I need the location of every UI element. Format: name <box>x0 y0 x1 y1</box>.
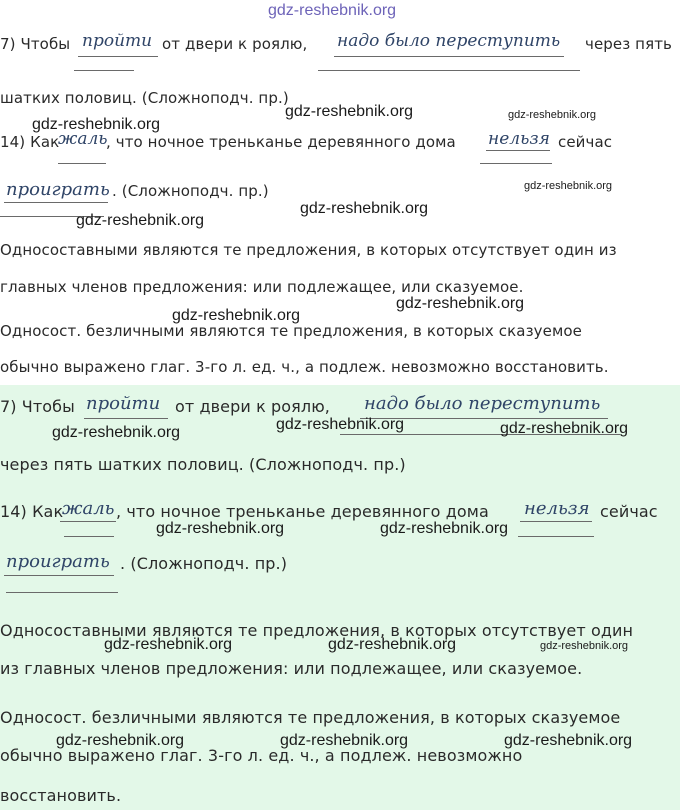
b2-underline-nelzya <box>520 521 592 522</box>
b1-handwritten-proigrat: проиграть <box>6 179 110 200</box>
b1-handwritten-proiti: пройти <box>82 31 153 51</box>
watermark: gdz-reshebnik.org <box>276 416 405 433</box>
watermark: gdz-reshebnik.org <box>300 200 429 217</box>
b2-definition2-line3: восстановить. <box>0 786 122 805</box>
b1-sentence14-end: сейчас <box>558 133 613 151</box>
b2-definition1-line2: из главных членов предложения: или подлежащее, или сказуемое. <box>0 659 583 678</box>
b1-underline-mark <box>480 163 552 164</box>
watermark: gdz-reshebnik.org <box>52 424 181 441</box>
b2-sentence14-start: 14) Как <box>0 502 64 521</box>
b1-underline-proigrat <box>4 202 108 203</box>
b2-sentence14-mid: , что ночное треньканье деревянного дома <box>116 502 489 521</box>
b1-sentence7-line2: шатких половиц. (Сложноподч. пр.) <box>0 89 289 107</box>
b2-handwritten-nado: надо было переступить <box>364 393 601 414</box>
b1-definition1-line1: Односоставными являются те предложения, в которых отсутствует один из <box>0 241 617 259</box>
watermark: gdz-reshebnik.org <box>280 732 409 749</box>
b1-underline-nado <box>334 56 564 57</box>
b2-sentence7-start: 7) Чтобы <box>0 397 75 416</box>
watermark: gdz-reshebnik.org <box>104 636 233 653</box>
watermark: gdz-reshebnik.org <box>285 103 414 120</box>
b2-underline-proiti <box>84 418 168 419</box>
b2-handwritten-nelzya: нельзя <box>524 498 590 519</box>
b2-definition2-line1: Односост. безличными являются те предложения, в которых сказуемое <box>0 708 621 727</box>
b1-underline-mark <box>74 70 134 71</box>
b1-handwritten-nado: надо было переступить <box>337 31 561 51</box>
watermark: gdz-reshebnik.org <box>380 520 509 537</box>
b1-sentence14-mid: , что ночное треньканье деревянного дома <box>106 133 456 151</box>
b1-definition2-line1: Односост. безличными являются те предложения, в которых сказуемое <box>0 322 582 340</box>
watermark: gdz-reshebnik.org <box>508 109 597 121</box>
watermark: gdz-reshebnik.org <box>172 307 301 324</box>
b1-definition2-line2: обычно выражено глаг. 3-го л. ед. ч., а подлеж. невозможно восстановить. <box>0 358 609 376</box>
b2-underline-zhal <box>60 521 116 522</box>
b1-sentence14-line2: . (Сложноподч. пр.) <box>112 182 269 200</box>
b1-underline-mark <box>318 70 580 71</box>
b2-sentence7-mid: от двери к роялю, <box>175 397 330 416</box>
b2-underline-mark <box>6 592 118 593</box>
b2-sentence14-end: сейчас <box>600 502 658 521</box>
b2-underline-mark <box>64 536 114 537</box>
watermark: gdz-reshebnik.org <box>504 732 633 749</box>
b2-handwritten-zhal: жаль <box>62 498 115 519</box>
b1-handwritten-nelzya: нельзя <box>488 129 550 149</box>
watermark: gdz-reshebnik.org <box>76 212 205 229</box>
b1-underline-nelzya <box>486 150 550 151</box>
site-header: gdz-reshebnik.org <box>268 2 397 19</box>
b1-sentence7-start: 7) Чтобы <box>0 35 71 53</box>
watermark: gdz-reshebnik.org <box>328 636 457 653</box>
b1-handwritten-zhal: жаль <box>58 129 108 149</box>
b1-sentence7-end: через пять <box>585 35 672 53</box>
b2-definition2-line2: обычно выражено глаг. 3-го л. ед. ч., а подлеж. невозможно <box>0 746 523 765</box>
b1-underline-proiti <box>78 56 158 57</box>
b2-handwritten-proigrat: проиграть <box>6 551 110 572</box>
watermark: gdz-reshebnik.org <box>156 520 285 537</box>
watermark: gdz-reshebnik.org <box>500 420 629 437</box>
watermark: gdz-reshebnik.org <box>56 732 185 749</box>
b2-underline-mark <box>518 536 594 537</box>
b2-sentence7-line2: через пять шатких половиц. (Сложноподч. пр.) <box>0 455 406 474</box>
watermark: gdz-reshebnik.org <box>396 295 525 312</box>
b1-sentence7-mid: от двери к роялю, <box>162 35 308 53</box>
watermark: gdz-reshebnik.org <box>540 640 629 652</box>
b1-underline-zhal <box>58 163 106 164</box>
b1-definition1-line2: главных членов предложения: или подлежащее, или сказуемое. <box>0 278 524 296</box>
watermark: gdz-reshebnik.org <box>32 116 161 133</box>
watermark: gdz-reshebnik.org <box>524 180 613 192</box>
b2-handwritten-proiti: пройти <box>86 393 161 414</box>
b2-sentence14-line2: . (Сложноподч. пр.) <box>120 554 288 573</box>
b2-definition1-line1: Односоставными являются те предложения, в которых отсутствует один <box>0 621 634 640</box>
b2-underline-proigrat <box>4 575 114 576</box>
b1-sentence14-start: 14) Как <box>0 133 60 151</box>
